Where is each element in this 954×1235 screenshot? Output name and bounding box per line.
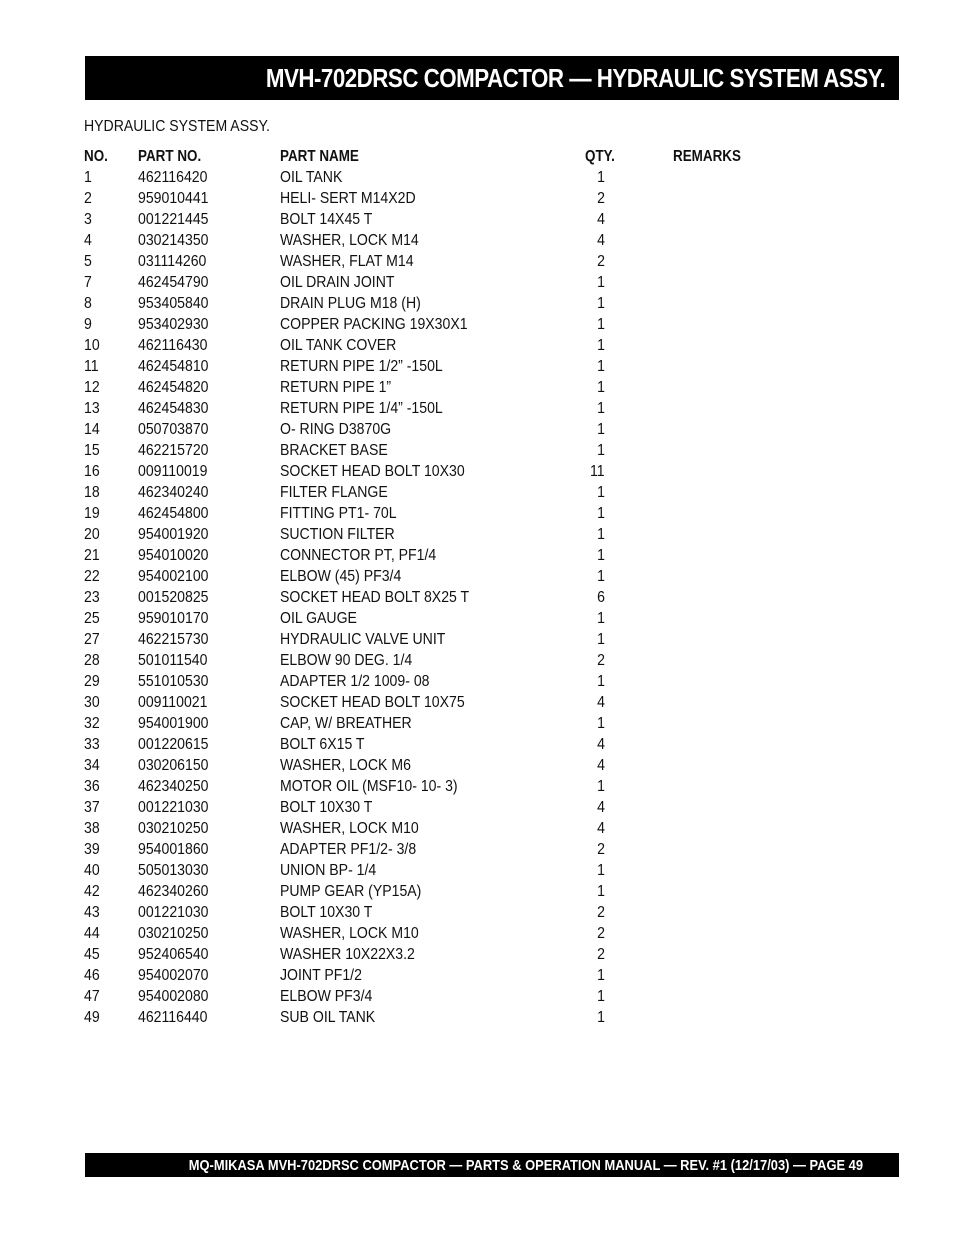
quantity: 1 bbox=[597, 294, 605, 312]
item-number: 29 bbox=[84, 672, 100, 690]
table-row bbox=[84, 188, 793, 209]
part-name: BRACKET BASE bbox=[280, 441, 388, 459]
part-number: 030210250 bbox=[138, 924, 209, 942]
table-row bbox=[84, 797, 793, 818]
parts-table bbox=[84, 147, 793, 1028]
remarks bbox=[673, 461, 793, 482]
part-number: 050703870 bbox=[138, 420, 209, 438]
table-row bbox=[84, 755, 793, 776]
parts-table-body bbox=[84, 167, 793, 1028]
quantity: 1 bbox=[597, 168, 605, 186]
table-row bbox=[84, 314, 793, 335]
table-row bbox=[84, 209, 793, 230]
quantity: 1 bbox=[597, 882, 605, 900]
quantity: 1 bbox=[597, 420, 605, 438]
quantity: 1 bbox=[597, 1008, 605, 1026]
remarks bbox=[673, 944, 793, 965]
item-number: 45 bbox=[84, 945, 100, 963]
table-row bbox=[84, 608, 793, 629]
part-number: 462454830 bbox=[138, 399, 209, 417]
part-number: 953402930 bbox=[138, 315, 209, 333]
part-number: 954002070 bbox=[138, 966, 209, 984]
remarks bbox=[673, 839, 793, 860]
part-name: FITTING PT1- 70L bbox=[280, 504, 397, 522]
section-subtitle: HYDRAULIC SYSTEM ASSY. bbox=[84, 118, 270, 135]
table-row bbox=[84, 692, 793, 713]
part-name: O- RING D3870G bbox=[280, 420, 392, 438]
part-name: CONNECTOR PT, PF1/4 bbox=[280, 546, 437, 564]
quantity: 6 bbox=[597, 588, 605, 606]
quantity: 1 bbox=[597, 672, 605, 690]
table-row bbox=[84, 461, 793, 482]
part-name: DRAIN PLUG M18 (H) bbox=[280, 294, 421, 312]
part-name: FILTER FLANGE bbox=[280, 483, 388, 501]
part-name: ADAPTER PF1/2- 3/8 bbox=[280, 840, 417, 858]
part-name: HELI- SERT M14X2D bbox=[280, 189, 416, 207]
quantity: 1 bbox=[597, 504, 605, 522]
item-number: 34 bbox=[84, 756, 100, 774]
remarks bbox=[673, 713, 793, 734]
part-name: JOINT PF1/2 bbox=[280, 966, 362, 984]
table-row bbox=[84, 377, 793, 398]
quantity: 1 bbox=[597, 966, 605, 984]
remarks bbox=[673, 587, 793, 608]
quantity: 1 bbox=[597, 441, 605, 459]
part-name: MOTOR OIL (MSF10- 10- 3) bbox=[280, 777, 458, 795]
part-name: RETURN PIPE 1” bbox=[280, 378, 392, 396]
remarks bbox=[673, 524, 793, 545]
page-title: MVH-702DRSC COMPACTOR — HYDRAULIC SYSTEM ASSY. bbox=[265, 62, 885, 93]
part-number: 505013030 bbox=[138, 861, 209, 879]
table-row bbox=[84, 524, 793, 545]
item-number: 40 bbox=[84, 861, 100, 879]
quantity: 4 bbox=[597, 693, 605, 711]
item-number: 20 bbox=[84, 525, 100, 543]
item-number: 16 bbox=[84, 462, 100, 480]
part-number: 462454800 bbox=[138, 504, 209, 522]
item-number: 4 bbox=[84, 231, 92, 249]
part-number: 954002100 bbox=[138, 567, 209, 585]
remarks bbox=[673, 734, 793, 755]
part-name: OIL DRAIN JOINT bbox=[280, 273, 395, 291]
part-name: ELBOW PF3/4 bbox=[280, 987, 373, 1005]
item-number: 18 bbox=[84, 483, 100, 501]
item-number: 38 bbox=[84, 819, 100, 837]
table-row bbox=[84, 965, 793, 986]
quantity: 1 bbox=[597, 714, 605, 732]
item-number: 47 bbox=[84, 987, 100, 1005]
remarks bbox=[673, 860, 793, 881]
remarks bbox=[673, 230, 793, 251]
part-number: 551010530 bbox=[138, 672, 209, 690]
item-number: 13 bbox=[84, 399, 100, 417]
part-name: BOLT 10X30 T bbox=[280, 903, 373, 921]
item-number: 42 bbox=[84, 882, 100, 900]
part-number: 462116420 bbox=[138, 168, 208, 186]
table-row bbox=[84, 335, 793, 356]
table-row bbox=[84, 503, 793, 524]
remarks bbox=[673, 167, 793, 188]
item-number: 10 bbox=[84, 336, 100, 354]
quantity: 1 bbox=[597, 336, 605, 354]
quantity: 4 bbox=[597, 735, 605, 753]
table-row bbox=[84, 167, 793, 188]
item-number: 28 bbox=[84, 651, 100, 669]
table-row bbox=[84, 566, 793, 587]
item-number: 11 bbox=[84, 357, 99, 375]
part-number: 953405840 bbox=[138, 294, 209, 312]
remarks bbox=[673, 209, 793, 230]
item-number: 27 bbox=[84, 630, 100, 648]
item-number: 39 bbox=[84, 840, 100, 858]
part-number: 462116430 bbox=[138, 336, 208, 354]
part-number: 959010170 bbox=[138, 609, 209, 627]
quantity: 2 bbox=[597, 252, 605, 270]
part-number: 959010441 bbox=[138, 189, 209, 207]
quantity: 4 bbox=[597, 210, 605, 228]
table-row bbox=[84, 482, 793, 503]
part-number: 462454810 bbox=[138, 357, 209, 375]
table-row bbox=[84, 1007, 793, 1028]
table-row bbox=[84, 713, 793, 734]
part-name: WASHER 10X22X3.2 bbox=[280, 945, 415, 963]
part-name: SUCTION FILTER bbox=[280, 525, 395, 543]
part-number: 954001860 bbox=[138, 840, 209, 858]
part-number: 954010020 bbox=[138, 546, 209, 564]
part-name: ELBOW (45) PF3/4 bbox=[280, 567, 402, 585]
part-number: 030214350 bbox=[138, 231, 209, 249]
remarks bbox=[673, 314, 793, 335]
remarks bbox=[673, 923, 793, 944]
remarks bbox=[673, 902, 793, 923]
remarks bbox=[673, 356, 793, 377]
quantity: 1 bbox=[597, 357, 605, 375]
table-row bbox=[84, 860, 793, 881]
item-number: 46 bbox=[84, 966, 100, 984]
part-number: 462454790 bbox=[138, 273, 209, 291]
table-row bbox=[84, 818, 793, 839]
item-number: 37 bbox=[84, 798, 100, 816]
table-row bbox=[84, 776, 793, 797]
table-row bbox=[84, 671, 793, 692]
table-row bbox=[84, 419, 793, 440]
part-number: 031114260 bbox=[138, 252, 207, 270]
remarks bbox=[673, 272, 793, 293]
quantity: 1 bbox=[597, 777, 605, 795]
part-number: 030210250 bbox=[138, 819, 209, 837]
part-name: WASHER, LOCK M6 bbox=[280, 756, 411, 774]
item-number: 15 bbox=[84, 441, 100, 459]
column-header-no: NO. bbox=[84, 148, 108, 165]
part-name: WASHER, LOCK M14 bbox=[280, 231, 419, 249]
part-name: OIL TANK bbox=[280, 168, 343, 186]
table-row bbox=[84, 440, 793, 461]
part-number: 462454820 bbox=[138, 378, 209, 396]
item-number: 30 bbox=[84, 693, 100, 711]
part-number: 462340260 bbox=[138, 882, 209, 900]
part-number: 030206150 bbox=[138, 756, 209, 774]
part-number: 001221030 bbox=[138, 798, 209, 816]
part-number: 954001900 bbox=[138, 714, 209, 732]
part-number: 954002080 bbox=[138, 987, 209, 1005]
quantity: 1 bbox=[597, 378, 605, 396]
quantity: 4 bbox=[597, 756, 605, 774]
remarks bbox=[673, 293, 793, 314]
part-name: HYDRAULIC VALVE UNIT bbox=[280, 630, 446, 648]
column-header-qty: QTY. bbox=[585, 148, 615, 165]
item-number: 22 bbox=[84, 567, 100, 585]
column-header-remarks: REMARKS bbox=[673, 148, 741, 165]
remarks bbox=[673, 419, 793, 440]
remarks bbox=[673, 965, 793, 986]
item-number: 12 bbox=[84, 378, 100, 396]
item-number: 1 bbox=[84, 168, 92, 186]
remarks bbox=[673, 335, 793, 356]
item-number: 3 bbox=[84, 210, 92, 228]
part-number: 001220615 bbox=[138, 735, 209, 753]
part-number: 009110021 bbox=[138, 693, 208, 711]
remarks bbox=[673, 818, 793, 839]
part-name: PUMP GEAR (YP15A) bbox=[280, 882, 422, 900]
part-name: RETURN PIPE 1/2” -150L bbox=[280, 357, 443, 375]
part-number: 462215720 bbox=[138, 441, 209, 459]
part-name: ELBOW 90 DEG. 1/4 bbox=[280, 651, 413, 669]
part-name: ADAPTER 1/2 1009- 08 bbox=[280, 672, 430, 690]
remarks bbox=[673, 671, 793, 692]
part-number: 462340250 bbox=[138, 777, 209, 795]
table-row bbox=[84, 272, 793, 293]
column-header-part-name: PART NAME bbox=[280, 148, 359, 165]
page-title-bar bbox=[85, 56, 899, 100]
table-row bbox=[84, 839, 793, 860]
table-row bbox=[84, 251, 793, 272]
remarks bbox=[673, 650, 793, 671]
part-name: COPPER PACKING 19X30X1 bbox=[280, 315, 468, 333]
quantity: 2 bbox=[597, 903, 605, 921]
table-row bbox=[84, 293, 793, 314]
remarks bbox=[673, 608, 793, 629]
part-number: 462340240 bbox=[138, 483, 209, 501]
quantity: 11 bbox=[590, 462, 605, 480]
part-name: OIL GAUGE bbox=[280, 609, 357, 627]
part-name: UNION BP- 1/4 bbox=[280, 861, 377, 879]
part-number: 001221445 bbox=[138, 210, 209, 228]
part-name: OIL TANK COVER bbox=[280, 336, 397, 354]
table-row bbox=[84, 545, 793, 566]
quantity: 1 bbox=[597, 546, 605, 564]
quantity: 2 bbox=[597, 840, 605, 858]
table-row bbox=[84, 986, 793, 1007]
column-header-part-no: PART NO. bbox=[138, 148, 202, 165]
remarks bbox=[673, 1007, 793, 1028]
table-row bbox=[84, 944, 793, 965]
item-number: 36 bbox=[84, 777, 100, 795]
remarks bbox=[673, 482, 793, 503]
part-name: CAP, W/ BREATHER bbox=[280, 714, 412, 732]
table-row bbox=[84, 398, 793, 419]
table-header-row bbox=[84, 147, 793, 167]
part-name: BOLT 10X30 T bbox=[280, 798, 373, 816]
part-number: 501011540 bbox=[138, 651, 208, 669]
quantity: 4 bbox=[597, 819, 605, 837]
quantity: 1 bbox=[597, 273, 605, 291]
part-name: WASHER, LOCK M10 bbox=[280, 924, 419, 942]
quantity: 1 bbox=[597, 315, 605, 333]
part-number: 462116440 bbox=[138, 1008, 208, 1026]
part-number: 954001920 bbox=[138, 525, 209, 543]
remarks bbox=[673, 188, 793, 209]
table-row bbox=[84, 650, 793, 671]
table-row bbox=[84, 881, 793, 902]
remarks bbox=[673, 881, 793, 902]
table-row bbox=[84, 902, 793, 923]
item-number: 21 bbox=[84, 546, 100, 564]
item-number: 33 bbox=[84, 735, 100, 753]
item-number: 9 bbox=[84, 315, 92, 333]
item-number: 2 bbox=[84, 189, 92, 207]
part-name: SUB OIL TANK bbox=[280, 1008, 376, 1026]
item-number: 32 bbox=[84, 714, 100, 732]
part-number: 462215730 bbox=[138, 630, 209, 648]
part-name: SOCKET HEAD BOLT 10X30 bbox=[280, 462, 465, 480]
table-row bbox=[84, 356, 793, 377]
item-number: 7 bbox=[84, 273, 92, 291]
quantity: 2 bbox=[597, 924, 605, 942]
part-number: 001221030 bbox=[138, 903, 209, 921]
item-number: 19 bbox=[84, 504, 100, 522]
remarks bbox=[673, 755, 793, 776]
part-name: RETURN PIPE 1/4” -150L bbox=[280, 399, 443, 417]
item-number: 44 bbox=[84, 924, 100, 942]
quantity: 4 bbox=[597, 798, 605, 816]
quantity: 2 bbox=[597, 651, 605, 669]
remarks bbox=[673, 566, 793, 587]
table-row bbox=[84, 734, 793, 755]
part-name: BOLT 14X45 T bbox=[280, 210, 373, 228]
item-number: 49 bbox=[84, 1008, 100, 1026]
quantity: 1 bbox=[597, 861, 605, 879]
quantity: 1 bbox=[597, 483, 605, 501]
item-number: 43 bbox=[84, 903, 100, 921]
quantity: 1 bbox=[597, 987, 605, 1005]
part-name: WASHER, LOCK M10 bbox=[280, 819, 419, 837]
remarks bbox=[673, 629, 793, 650]
item-number: 8 bbox=[84, 294, 92, 312]
item-number: 5 bbox=[84, 252, 92, 270]
remarks bbox=[673, 692, 793, 713]
quantity: 1 bbox=[597, 609, 605, 627]
part-name: SOCKET HEAD BOLT 10X75 bbox=[280, 693, 465, 711]
remarks bbox=[673, 545, 793, 566]
remarks bbox=[673, 440, 793, 461]
part-name: SOCKET HEAD BOLT 8X25 T bbox=[280, 588, 470, 606]
table-row bbox=[84, 587, 793, 608]
quantity: 2 bbox=[597, 945, 605, 963]
part-number: 001520825 bbox=[138, 588, 209, 606]
remarks bbox=[673, 377, 793, 398]
remarks bbox=[673, 776, 793, 797]
table-row bbox=[84, 230, 793, 251]
quantity: 1 bbox=[597, 567, 605, 585]
remarks bbox=[673, 251, 793, 272]
item-number: 14 bbox=[84, 420, 100, 438]
quantity: 1 bbox=[597, 630, 605, 648]
item-number: 25 bbox=[84, 609, 100, 627]
remarks bbox=[673, 797, 793, 818]
remarks bbox=[673, 503, 793, 524]
quantity: 4 bbox=[597, 231, 605, 249]
footer-bar bbox=[85, 1153, 899, 1177]
item-number: 23 bbox=[84, 588, 100, 606]
part-number: 952406540 bbox=[138, 945, 209, 963]
part-name: BOLT 6X15 T bbox=[280, 735, 365, 753]
footer-text: MQ-MIKASA MVH-702DRSC COMPACTOR — PARTS & OPERATION MANUAL — REV. #1 (12/17/03) — PAGE 49 bbox=[188, 1156, 863, 1174]
table-row bbox=[84, 629, 793, 650]
part-name: WASHER, FLAT M14 bbox=[280, 252, 414, 270]
remarks bbox=[673, 398, 793, 419]
remarks bbox=[673, 986, 793, 1007]
table-row bbox=[84, 923, 793, 944]
part-number: 009110019 bbox=[138, 462, 208, 480]
quantity: 2 bbox=[597, 189, 605, 207]
quantity: 1 bbox=[597, 399, 605, 417]
quantity: 1 bbox=[597, 525, 605, 543]
